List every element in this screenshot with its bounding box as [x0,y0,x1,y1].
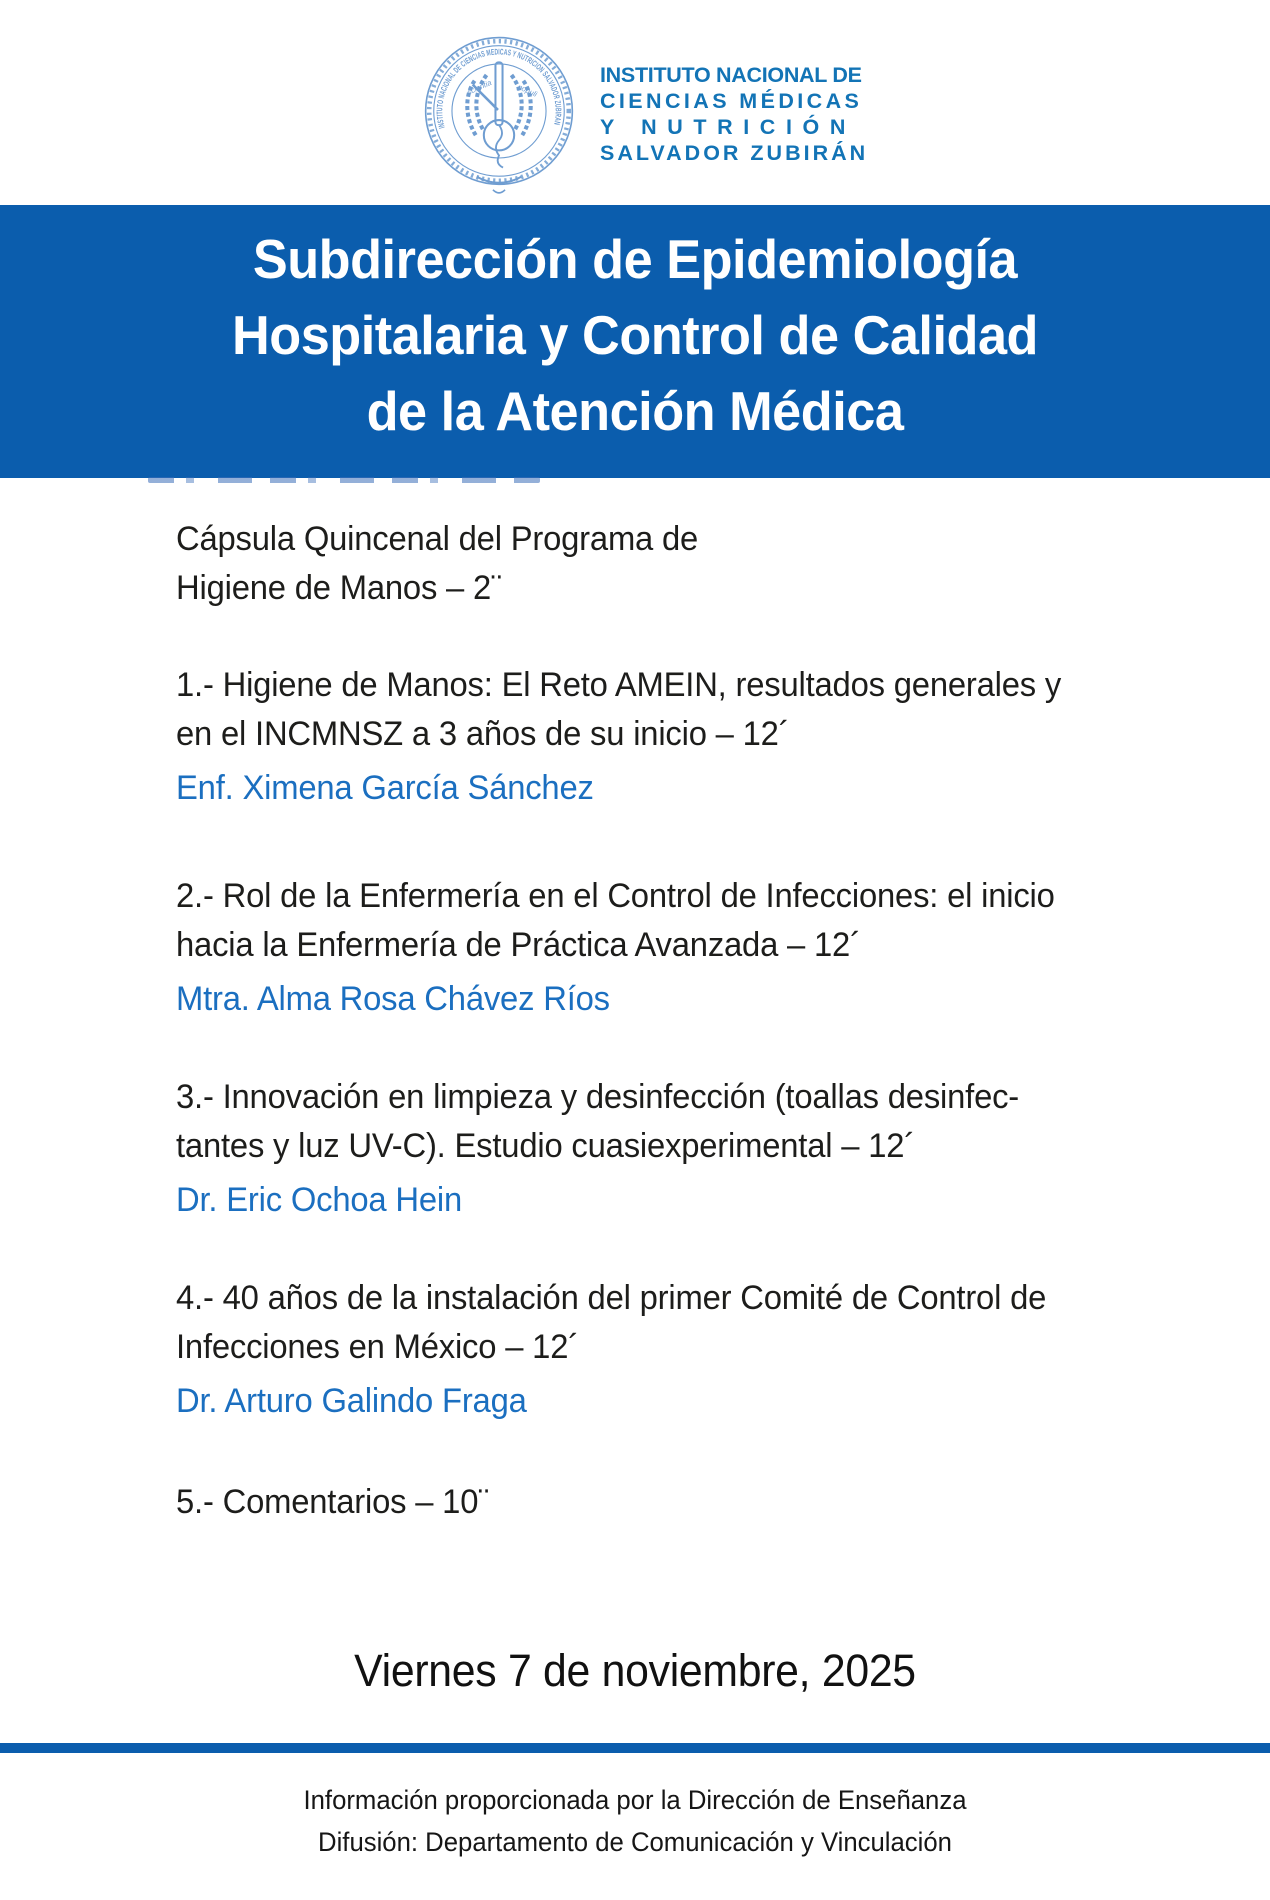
intro-line: Higiene de Manos – 2¨ [176,569,502,607]
speaker-name: Dr. Eric Ochoa Hein [176,1181,463,1219]
seal-ring-text: INSTITUTO NACIONAL DE CIENCIAS MEDICAS Y NUTRICION SALVADOR ZUBIRAN [434,46,564,130]
speaker-name: Mtra. Alma Rosa Chávez Ríos [176,980,610,1018]
wordmark-line: INSTITUTO NACIONAL DE [600,63,862,87]
speaker-name: Dr. Arturo Galindo Fraga [176,1382,527,1420]
seal-motto-left: scientia [465,77,493,97]
banner-title-line: Hospitalaria y Control de Calidad [232,304,1038,366]
item-line: tantes y luz UV-C). Estudio cuasiexperimental – 12´ [176,1127,916,1165]
footer-divider-bar [0,1743,1270,1753]
seal-motto-right: populi [516,82,539,99]
wordmark-line: SALVADOR ZUBIRÁN [600,141,869,165]
item-line: Infecciones en México – 12´ [176,1328,579,1366]
program-item-2 [176,872,1136,1024]
program-item-4 [176,1274,1136,1426]
banner-title-line: de la Atención Médica [366,380,904,442]
title-banner [0,205,1270,478]
intro-line: Cápsula Quincenal del Programa de [176,520,699,558]
speaker-name: Enf. Ximena García Sánchez [176,769,594,807]
footer-credit-line: Difusión: Departamento de Comunicación y Vinculación [318,1827,952,1857]
item-line: 1.- Higiene de Manos: El Reto AMEIN, resultados generales y [176,666,1062,704]
program-item-5 [176,1478,1136,1527]
program-intro [176,515,1136,613]
session-date: Viernes 7 de noviembre, 2025 [354,1645,916,1696]
program-item-1 [176,661,1136,813]
item-line: 2.- Rol de la Enfermería en el Control de Infecciones: el inicio [176,877,1055,915]
hidden-text-artifact [148,477,540,483]
institute-seal-icon [422,28,576,202]
item-line: en el INCMNSZ a 3 años de su inicio – 12´ [176,715,790,753]
item-line: 5.- Comentarios – 10¨ [176,1483,489,1521]
item-line: 4.- 40 años de la instalación del primer Comité de Control de [176,1279,1047,1317]
program-item-3 [176,1073,1136,1225]
item-line: hacia la Enfermería de Práctica Avanzada – 12´ [176,926,861,964]
wordmark-line: Y NUTRICIÓN [600,115,856,139]
item-line: 3.- Innovación en limpieza y desinfección (toallas desinfec- [176,1078,1020,1116]
institute-wordmark [600,62,869,166]
wordmark-line: CIENCIAS MÉDICAS [600,89,863,113]
banner-title-line: Subdirección de Epidemiología [252,228,1018,290]
footer-credit-line: Información proporcionada por la Dirección de Enseñanza [303,1785,967,1815]
